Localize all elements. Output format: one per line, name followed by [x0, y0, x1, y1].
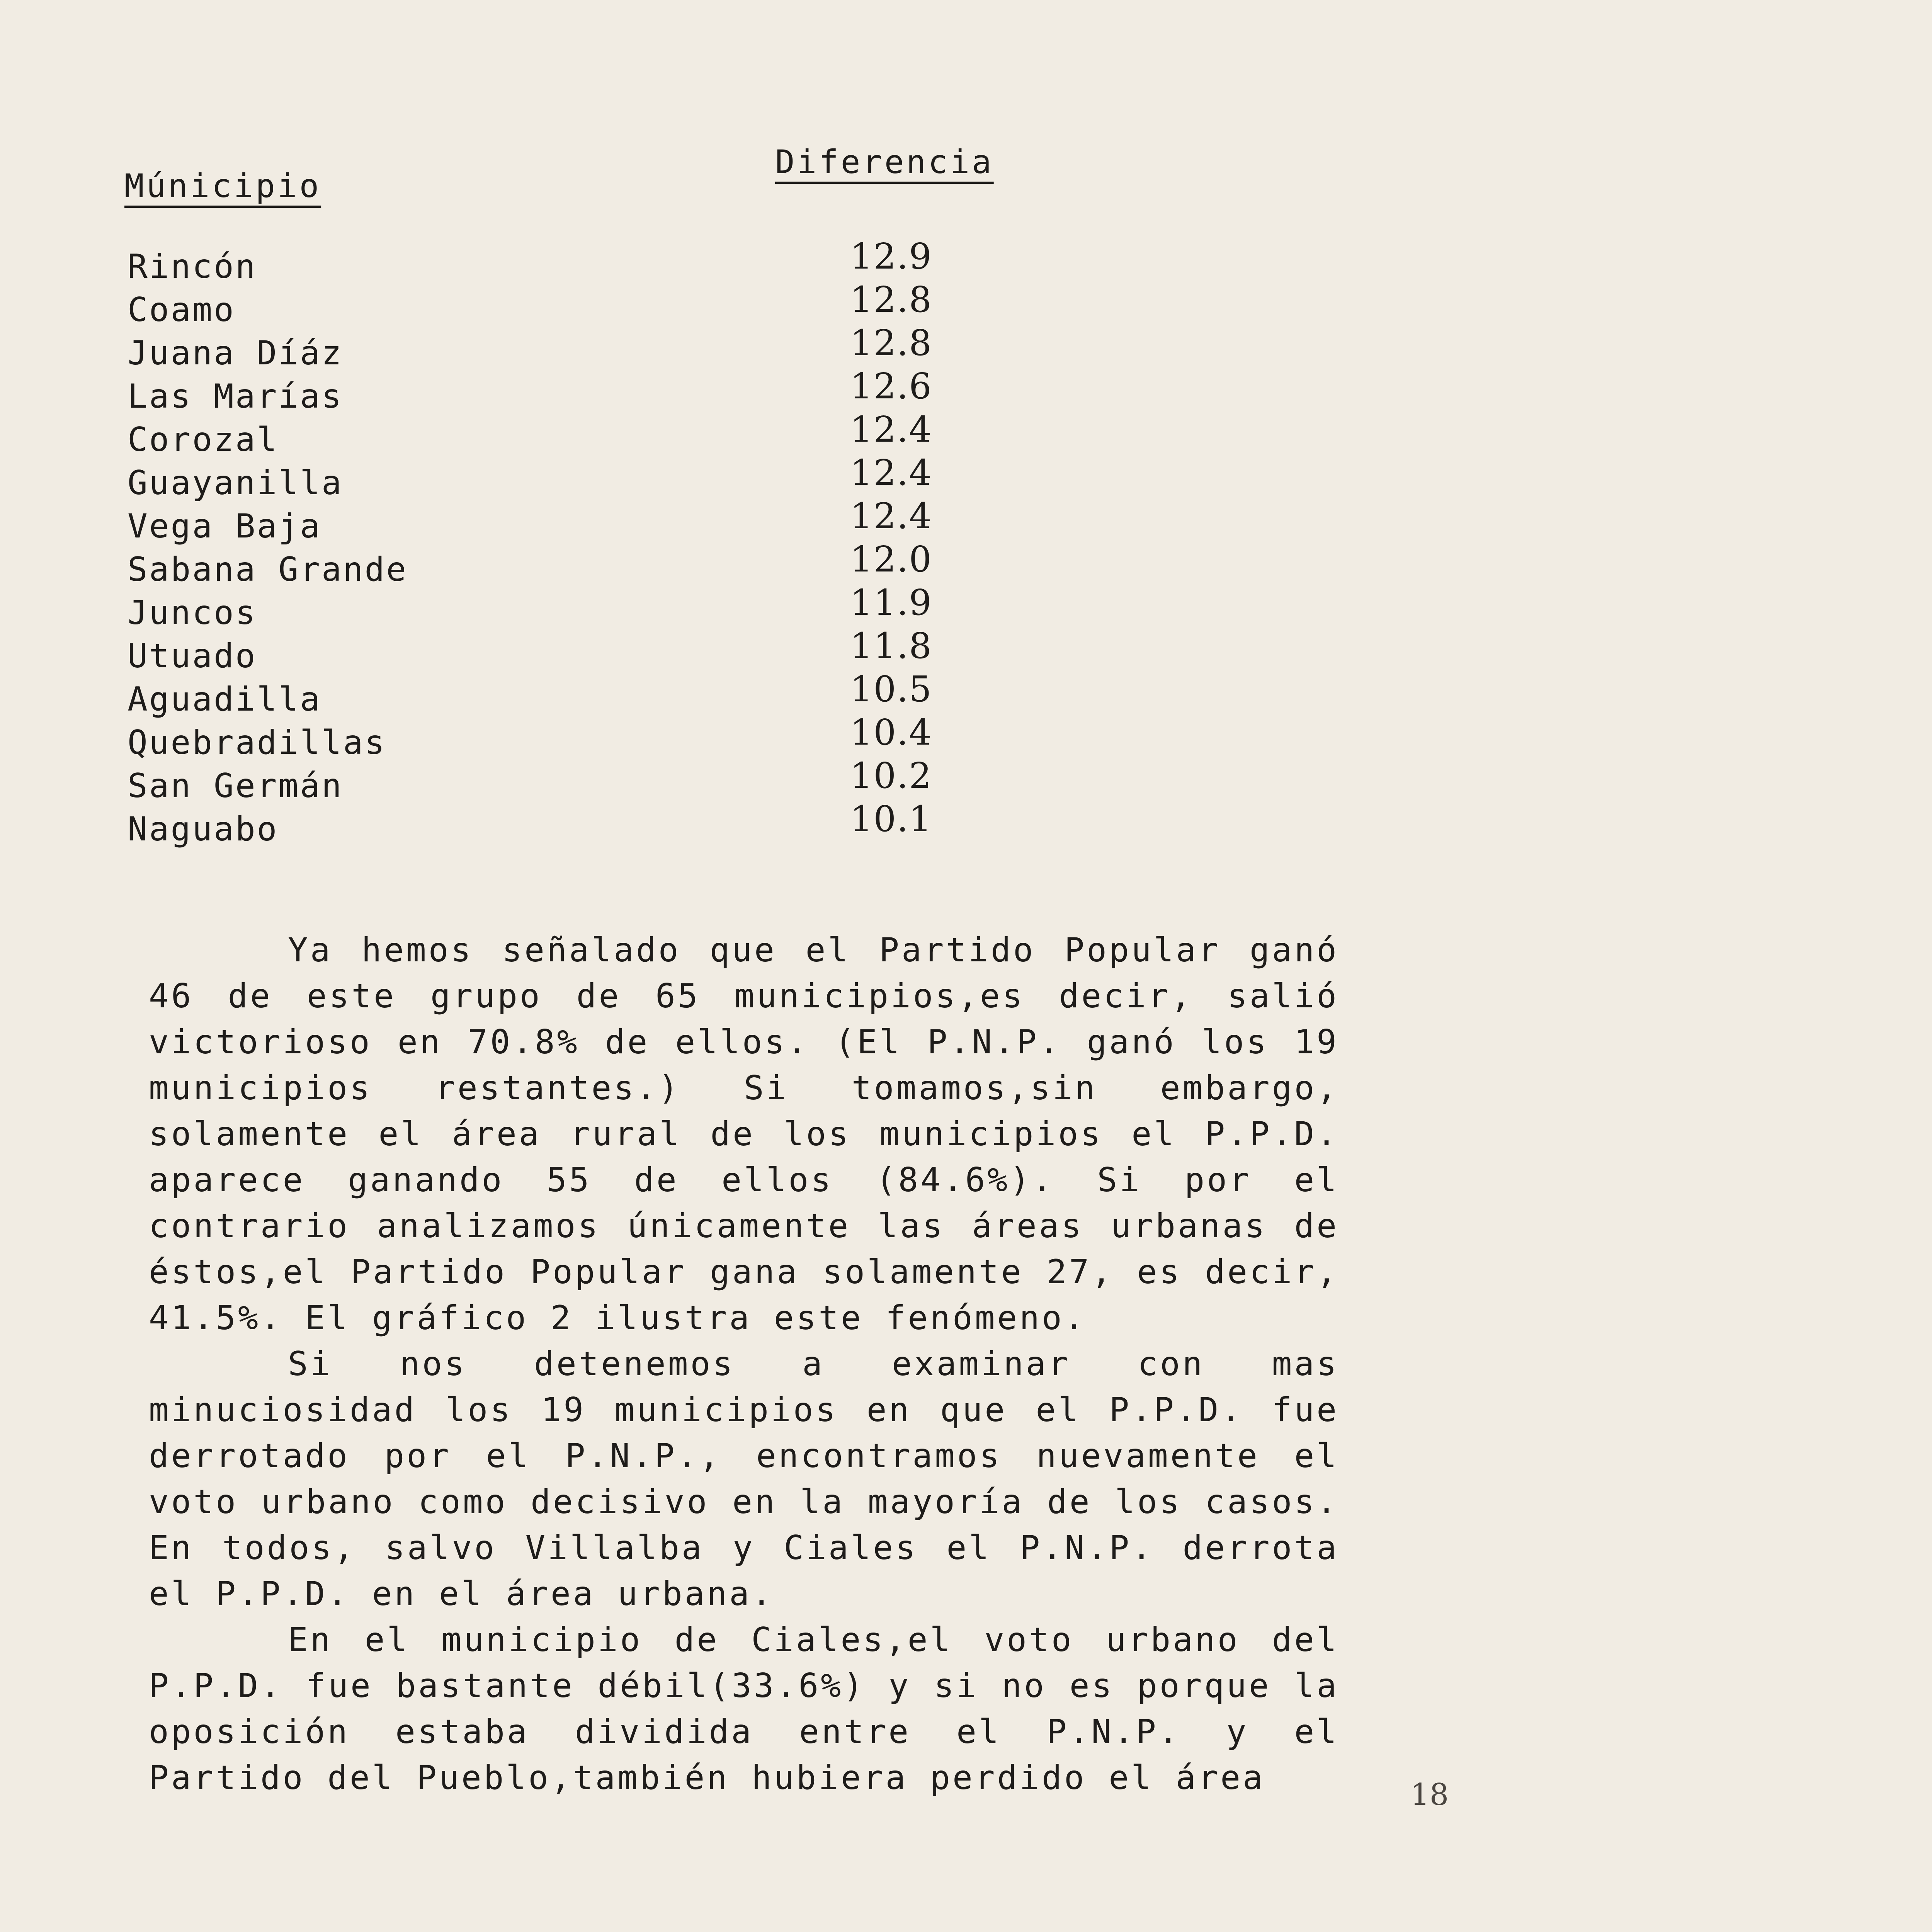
diferencia-cell: 10.1 [850, 798, 932, 840]
municipio-cell: Vega Baja [128, 507, 321, 546]
diferencia-cell: 12.8 [850, 279, 932, 320]
body-text [149, 927, 1339, 1801]
diferencia-cell: 10.5 [850, 668, 932, 710]
diferencia-cell: 12.0 [850, 539, 932, 580]
municipio-cell: Coamo [128, 291, 235, 329]
diferencia-cell: 12.6 [850, 366, 932, 407]
municipio-cell: Sabana Grande [128, 550, 408, 589]
paragraph: Si nos detenemos a examinar con mas minuciosidad los 19 municipios en que el P.P.D. fue derrotado por el P.N.P., encontramos nuevamente el voto urbano como decisivo en la mayoría de los casos. En todos, salvo Villalba y Ciales el P.N.P. derrota el P.P.D. en el área urbana. [149, 1345, 1339, 1613]
diferencia-cell: 10.2 [850, 755, 932, 796]
municipio-cell: Quebradillas [128, 723, 386, 762]
municipio-cell: Naguabo [128, 810, 279, 849]
municipio-cell: Aguadilla [128, 680, 321, 719]
municipio-cell: Juncos [128, 594, 257, 632]
diferencia-cell: 10.4 [850, 712, 932, 753]
municipio-cell: Utuado [128, 637, 257, 675]
diferencia-cell: 12.4 [850, 495, 932, 537]
municipio-cell: Rincón [128, 247, 257, 286]
municipio-cell: Juana Díáz [128, 334, 343, 372]
diferencia-cell: 11.8 [850, 625, 932, 667]
diferencia-cell: 12.4 [850, 452, 932, 493]
column-header-municipio: Múnicipio [124, 167, 321, 205]
table-row [128, 798, 1016, 853]
diferencia-cell: 12.4 [850, 409, 932, 450]
municipio-cell: San Germán [128, 767, 343, 805]
paragraph: Ya hemos señalado que el Partido Popular ganó 46 de este grupo de 65 municipios,es decir, salió victorioso en 70.8% de ellos. (El P.N.P. ganó los 19 municipios restantes.) Si tomamos,sin embargo, solamente el área rural de los municipios el P.P.D. aparece ganando 55 de ellos (84.6%). Si por el contrario analizamos únicamente las áreas urbanas de éstos,el Partido Popular gana solamente 27, es decir, 41.5%. El gráfico 2 ilustra este fenómeno. [149, 931, 1339, 1337]
page-number: 18 [1410, 1777, 1449, 1812]
diferencia-cell: 12.9 [850, 236, 932, 277]
municipio-table [128, 236, 1016, 853]
diferencia-cell: 12.8 [850, 322, 932, 364]
diferencia-cell: 11.9 [850, 582, 932, 623]
column-header-diferencia: Diferencia [775, 143, 994, 181]
municipio-cell: Guayanilla [128, 464, 343, 502]
paragraph: En el municipio de Ciales,el voto urbano del P.P.D. fue bastante débil(33.6%) y si no es porque la oposición estaba dividida entre el P.N.P. y el Partido del Pueblo,también hubiera perdido el área [149, 1621, 1339, 1797]
municipio-cell: Corozal [128, 420, 279, 459]
municipio-cell: Las Marías [128, 377, 343, 416]
